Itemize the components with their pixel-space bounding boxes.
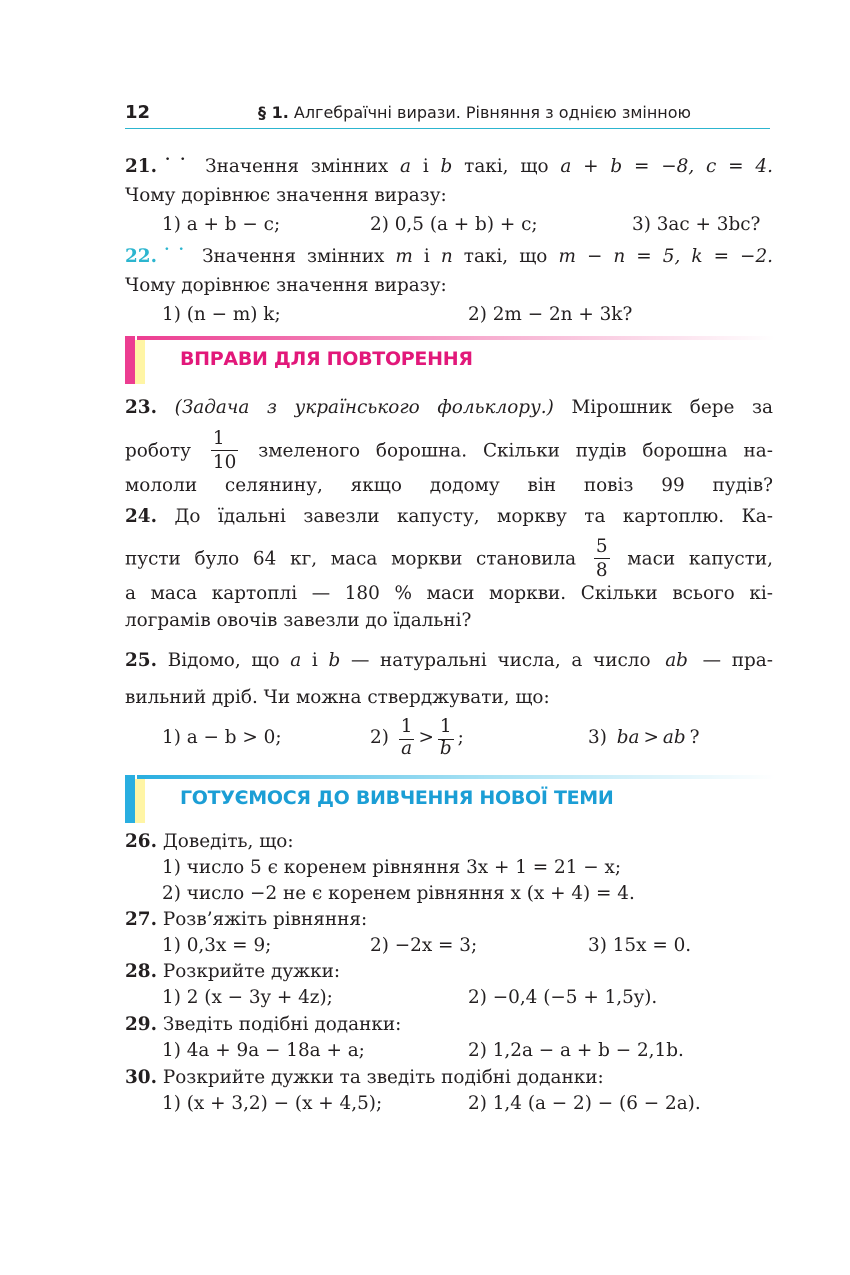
exercise-27-option-3: 3) 15x = 0.: [588, 935, 692, 956]
exercise-29-option-1: 1) 4a + 9a − 18a + a;: [162, 1040, 365, 1061]
exercise-25-option-3: 3) ba > ab ?: [588, 726, 700, 748]
fraction-a-over-b: ab: [665, 649, 688, 671]
exercise-22-option-1: 1) (n − m) k;: [162, 304, 281, 325]
exercise-28-option-2: 2) −0,4 (−5 + 1,5y).: [468, 987, 658, 1008]
exercise-28-line-1: 28. Розкрийте дужки:: [125, 961, 341, 982]
exercise-25-number: 25.: [125, 650, 157, 671]
section-heading: [258, 103, 691, 122]
exercise-29-line-1: 29. Зведіть подібні доданки:: [125, 1014, 402, 1035]
exercise-23-line-3: мололи селянину, якщо додому він повіз 99 пудів?: [125, 475, 773, 496]
exercise-25-line-1: 25. Відомо, що a і b — натуральні числа, а число ab — пра-: [125, 649, 773, 671]
exercise-22-line-2: Чому дорівнює значення виразу:: [125, 275, 447, 296]
exercise-21-line-1: 21.˙˙ Значення змінних a і b такі, що a + b = −8, c = 4.: [125, 156, 773, 177]
exercise-30-line-1: 30. Розкрийте дужки та зведіть подібні доданки:: [125, 1067, 604, 1088]
section-title: Алгебраїчні вирази. Рівняння з однією змінною: [293, 103, 692, 122]
exercise-22-number: 22.˙˙: [125, 246, 192, 267]
exercise-21-option-3: 3) 3ac + 3bc?: [632, 214, 761, 235]
exercise-24-line-3: а маса картоплі — 180 % маси моркви. Скільки всього кі-: [125, 583, 773, 604]
exercise-25-line-2: вильний дріб. Чи можна стверджувати, що:: [125, 687, 550, 708]
section-band-prepare: [125, 775, 775, 823]
section-title-prepare: ГОТУЄМОСЯ ДО ВИВЧЕННЯ НОВОЇ ТЕМИ: [180, 787, 614, 809]
exercise-26-item-2: 2) число −2 не є коренем рівняння x (x + 4) = 4.: [162, 883, 635, 904]
page-header: [125, 100, 770, 129]
exercise-30-option-2: 2) 1,4 (a − 2) − (6 − 2a).: [468, 1093, 701, 1114]
exercise-21-option-1: 1) a + b − c;: [162, 214, 281, 235]
exercise-29-option-2: 2) 1,2a − a + b − 2,1b.: [468, 1040, 684, 1061]
exercise-23-line-1: 23. (Задача з українського фольклору.) Мірошник бере за: [125, 397, 773, 418]
exercise-27-option-1: 1) 0,3x = 9;: [162, 935, 272, 956]
exercise-27-option-2: 2) −2x = 3;: [370, 935, 478, 956]
exercise-26-number: 26.: [125, 831, 157, 852]
exercise-22-line-1: 22.˙˙ Значення змінних m і n такі, що m − n = 5, k = −2.: [125, 246, 773, 267]
page-number: 12: [125, 102, 151, 123]
exercise-24-line-2: пусти було 64 кг, маса моркви становила $\frac{5}{8}$ маси капусти,: [125, 536, 773, 582]
exercise-29-number: 29.: [125, 1014, 157, 1035]
exercise-27-line-1: 27. Розв’яжіть рівняння:: [125, 909, 368, 930]
exercise-21-number: 21.˙˙: [125, 156, 194, 177]
section-band-review: [125, 336, 775, 384]
exercise-27-number: 27.: [125, 909, 157, 930]
exercise-24-line-1: 24. До їдальні завезли капусту, моркву та картоплю. Ка-: [125, 506, 773, 527]
exercise-25-option-2: 2) $\frac{1}{a}$ > $\frac{1}{b}$ ;: [370, 716, 464, 759]
exercise-30-option-1: 1) (x + 3,2) − (x + 4,5);: [162, 1093, 383, 1114]
exercise-23-line-2: роботу $\frac{1}{10}$ змеленого борошна. Скільки пудів борошна на-: [125, 428, 773, 474]
exercise-25-option-1: 1) a − b > 0;: [162, 727, 282, 748]
exercise-21-option-2: 2) 0,5 (a + b) + c;: [370, 214, 538, 235]
exercise-30-number: 30.: [125, 1067, 157, 1088]
fraction-five-eighths: $\frac{5}{8}$: [595, 536, 608, 582]
exercise-22-option-2: 2) 2m − 2n + 3k?: [468, 304, 633, 325]
exercise-24-line-4: лограмів овочів завезли до їдальні?: [125, 610, 472, 631]
fraction-one-tenth: $\frac{1}{10}$: [212, 428, 237, 474]
section-title-review: ВПРАВИ ДЛЯ ПОВТОРЕННЯ: [180, 348, 473, 370]
exercise-24-number: 24.: [125, 506, 157, 527]
exercise-28-option-1: 1) 2 (x − 3y + 4z);: [162, 987, 333, 1008]
exercise-26-item-1: 1) число 5 є коренем рівняння 3x + 1 = 21 − x;: [162, 857, 622, 878]
exercise-21-line-2: Чому дорівнює значення виразу:: [125, 185, 447, 206]
exercise-26-line-1: 26. Доведіть, що:: [125, 831, 294, 852]
exercise-23-number: 23.: [125, 397, 157, 418]
exercise-28-number: 28.: [125, 961, 157, 982]
section-mark: § 1.: [258, 103, 289, 122]
